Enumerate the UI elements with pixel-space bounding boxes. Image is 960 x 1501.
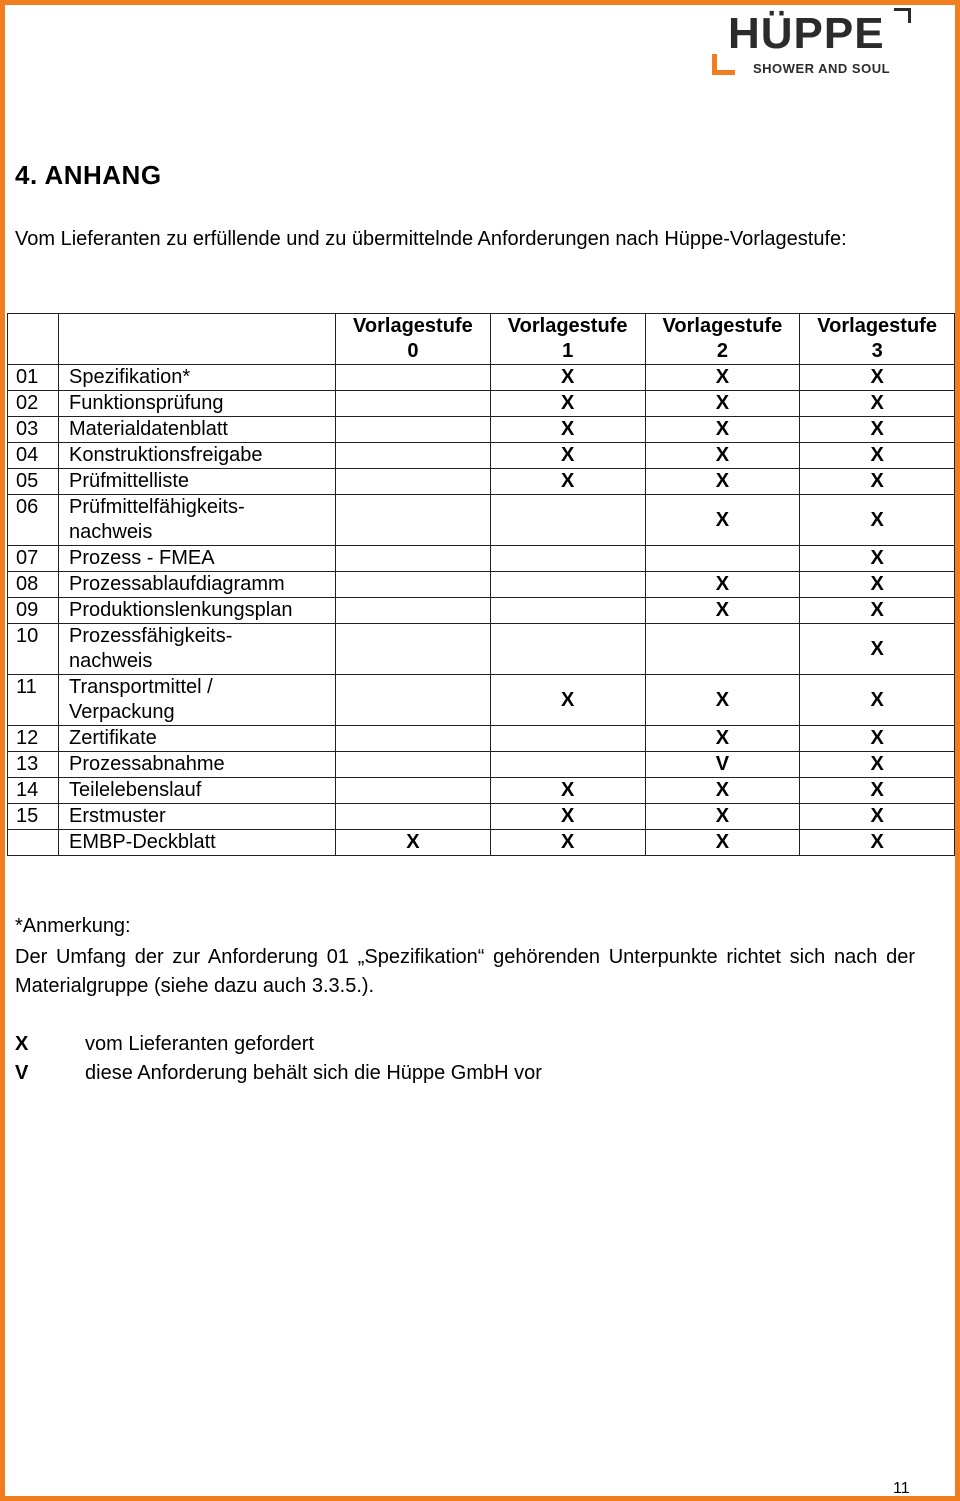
stage-1-mark bbox=[490, 726, 645, 752]
header-stage-0: Vorlagestufe 0 bbox=[336, 314, 491, 365]
table-row bbox=[8, 624, 955, 675]
stage-0-mark bbox=[336, 546, 491, 572]
requirement-label-cont: nachweis bbox=[69, 521, 153, 543]
stage-1-mark bbox=[490, 572, 645, 598]
table-row bbox=[8, 365, 955, 391]
stage-2-mark: V bbox=[645, 752, 800, 778]
table-row bbox=[8, 675, 955, 726]
row-number: 02 bbox=[8, 391, 59, 417]
row-number: 03 bbox=[8, 417, 59, 443]
brand-logo bbox=[708, 6, 920, 80]
row-number: 04 bbox=[8, 443, 59, 469]
row-number: 09 bbox=[8, 598, 59, 624]
logo-corner-mark bbox=[894, 8, 911, 23]
table-row bbox=[8, 417, 955, 443]
stage-1-mark bbox=[490, 624, 645, 675]
stage-0-mark bbox=[336, 804, 491, 830]
stage-0-mark bbox=[336, 443, 491, 469]
requirement-label: Prüfmittelfähigkeits- bbox=[69, 496, 245, 518]
stage-1-mark bbox=[490, 546, 645, 572]
stage-3-mark: X bbox=[800, 830, 955, 856]
page-number: 11 bbox=[893, 1480, 910, 1497]
row-requirement bbox=[59, 830, 336, 856]
requirement-label: Zertifikate bbox=[69, 727, 157, 749]
stage-0-mark bbox=[336, 624, 491, 675]
stage-2-mark: X bbox=[645, 391, 800, 417]
legend-symbol: X bbox=[15, 1033, 29, 1055]
requirement-label: Prozessablaufdiagramm bbox=[69, 573, 285, 595]
note-title: *Anmerkung: bbox=[15, 915, 131, 937]
requirement-label: Prozessfähigkeits- bbox=[69, 625, 233, 647]
stage-1-mark bbox=[490, 495, 645, 546]
row-number: 10 bbox=[8, 624, 59, 675]
row-requirement bbox=[59, 778, 336, 804]
legend-text: vom Lieferanten gefordert bbox=[85, 1033, 315, 1055]
stage-2-mark bbox=[645, 624, 800, 675]
row-requirement bbox=[59, 752, 336, 778]
requirement-label: Funktionsprüfung bbox=[69, 392, 224, 414]
stage-2-mark: X bbox=[645, 830, 800, 856]
row-number: 01 bbox=[8, 365, 59, 391]
requirement-label: Materialdatenblatt bbox=[69, 418, 228, 440]
stage-2-mark: X bbox=[645, 726, 800, 752]
stage-2-mark: X bbox=[645, 495, 800, 546]
requirement-label: Prüfmittelliste bbox=[69, 470, 190, 492]
requirement-label: Teilelebenslauf bbox=[69, 779, 202, 801]
stage-1-mark: X bbox=[490, 830, 645, 856]
requirement-label: Transportmittel / bbox=[69, 676, 213, 698]
header-num-cell bbox=[8, 314, 59, 365]
row-requirement bbox=[59, 598, 336, 624]
row-requirement bbox=[59, 546, 336, 572]
intro-paragraph: Vom Lieferanten zu erfüllende und zu übermittelnde Anforderungen nach Hüppe-Vorlagestufe: bbox=[15, 228, 847, 250]
table-row bbox=[8, 726, 955, 752]
legend bbox=[15, 1030, 542, 1088]
row-requirement bbox=[59, 726, 336, 752]
logo-tagline: SHOWER AND SOUL bbox=[753, 61, 891, 76]
row-requirement bbox=[59, 469, 336, 495]
table-row bbox=[8, 391, 955, 417]
stage-3-mark: X bbox=[800, 624, 955, 675]
stage-2-mark: X bbox=[645, 675, 800, 726]
stage-2-mark: X bbox=[645, 443, 800, 469]
row-requirement bbox=[59, 443, 336, 469]
stage-1-mark bbox=[490, 598, 645, 624]
requirement-label: Erstmuster bbox=[69, 805, 166, 827]
stage-0-mark bbox=[336, 469, 491, 495]
stage-2-mark: X bbox=[645, 365, 800, 391]
stage-1-mark: X bbox=[490, 675, 645, 726]
requirement-label: Konstruktionsfreigabe bbox=[69, 444, 263, 466]
row-requirement bbox=[59, 675, 336, 726]
requirement-label: Produktionslenkungsplan bbox=[69, 599, 293, 621]
section-heading: 4. ANHANG bbox=[15, 160, 162, 190]
row-requirement bbox=[59, 417, 336, 443]
stage-0-mark bbox=[336, 365, 491, 391]
stage-2-mark bbox=[645, 546, 800, 572]
row-number: 11 bbox=[8, 675, 59, 726]
header-stage-3: Vorlagestufe 3 bbox=[800, 314, 955, 365]
legend-text: diese Anforderung behält sich die Hüppe GmbH vor bbox=[85, 1062, 542, 1084]
stage-3-mark: X bbox=[800, 726, 955, 752]
table-row bbox=[8, 778, 955, 804]
logo-wordmark: HÜPPE bbox=[728, 9, 885, 58]
table-row bbox=[8, 572, 955, 598]
stage-3-mark: X bbox=[800, 495, 955, 546]
table-row bbox=[8, 830, 955, 856]
stage-1-mark: X bbox=[490, 417, 645, 443]
stage-2-mark: X bbox=[645, 572, 800, 598]
stage-2-mark: X bbox=[645, 417, 800, 443]
stage-3-mark: X bbox=[800, 469, 955, 495]
stage-3-mark: X bbox=[800, 675, 955, 726]
requirement-label: Prozessabnahme bbox=[69, 753, 225, 775]
requirement-label-cont: nachweis bbox=[69, 650, 153, 672]
requirement-label: EMBP-Deckblatt bbox=[69, 831, 216, 853]
stage-3-mark: X bbox=[800, 778, 955, 804]
stage-0-mark bbox=[336, 675, 491, 726]
row-requirement bbox=[59, 804, 336, 830]
table-row bbox=[8, 495, 955, 546]
stage-0-mark bbox=[336, 778, 491, 804]
table-row bbox=[8, 546, 955, 572]
row-number: 06 bbox=[8, 495, 59, 546]
row-requirement bbox=[59, 495, 336, 546]
row-number: 14 bbox=[8, 778, 59, 804]
stage-0-mark bbox=[336, 752, 491, 778]
note-text: Der Umfang der zur Anforderung 01 „Spezifikation“ gehörenden Unterpunkte richtet sich nach der Materialgruppe (siehe dazu auch 3.3.5.). bbox=[15, 946, 915, 997]
requirements-table bbox=[7, 313, 955, 856]
stage-0-mark bbox=[336, 598, 491, 624]
stage-3-mark: X bbox=[800, 804, 955, 830]
stage-3-mark: X bbox=[800, 546, 955, 572]
table-row bbox=[8, 598, 955, 624]
stage-3-mark: X bbox=[800, 598, 955, 624]
table-row bbox=[8, 469, 955, 495]
table-row bbox=[8, 804, 955, 830]
stage-2-mark: X bbox=[645, 778, 800, 804]
legend-row bbox=[15, 1059, 542, 1088]
stage-1-mark: X bbox=[490, 391, 645, 417]
stage-3-mark: X bbox=[800, 417, 955, 443]
stage-1-mark bbox=[490, 752, 645, 778]
stage-1-mark: X bbox=[490, 778, 645, 804]
row-number: 15 bbox=[8, 804, 59, 830]
stage-0-mark: X bbox=[336, 830, 491, 856]
row-requirement bbox=[59, 391, 336, 417]
table-header-row bbox=[8, 314, 955, 365]
stage-0-mark bbox=[336, 572, 491, 598]
table-row bbox=[8, 443, 955, 469]
row-requirement bbox=[59, 624, 336, 675]
header-stage-1: Vorlagestufe 1 bbox=[490, 314, 645, 365]
stage-1-mark: X bbox=[490, 365, 645, 391]
stage-0-mark bbox=[336, 726, 491, 752]
header-stage-2: Vorlagestufe 2 bbox=[645, 314, 800, 365]
stage-1-mark: X bbox=[490, 443, 645, 469]
header-desc-cell bbox=[59, 314, 336, 365]
stage-2-mark: X bbox=[645, 804, 800, 830]
requirement-label: Prozess - FMEA bbox=[69, 547, 215, 569]
row-number: 13 bbox=[8, 752, 59, 778]
stage-1-mark: X bbox=[490, 469, 645, 495]
stage-0-mark bbox=[336, 391, 491, 417]
row-requirement bbox=[59, 572, 336, 598]
table-body bbox=[8, 365, 955, 856]
stage-2-mark: X bbox=[645, 598, 800, 624]
stage-1-mark: X bbox=[490, 804, 645, 830]
legend-row bbox=[15, 1030, 542, 1059]
stage-0-mark bbox=[336, 417, 491, 443]
row-number bbox=[8, 830, 59, 856]
stage-2-mark: X bbox=[645, 469, 800, 495]
requirement-label: Spezifikation* bbox=[69, 366, 191, 388]
row-number: 12 bbox=[8, 726, 59, 752]
stage-3-mark: X bbox=[800, 365, 955, 391]
table-row bbox=[8, 752, 955, 778]
row-number: 05 bbox=[8, 469, 59, 495]
stage-3-mark: X bbox=[800, 391, 955, 417]
stage-3-mark: X bbox=[800, 752, 955, 778]
stage-3-mark: X bbox=[800, 443, 955, 469]
row-number: 08 bbox=[8, 572, 59, 598]
stage-3-mark: X bbox=[800, 572, 955, 598]
requirement-label-cont: Verpackung bbox=[69, 701, 175, 723]
legend-symbol: V bbox=[15, 1062, 29, 1084]
row-requirement bbox=[59, 365, 336, 391]
row-number: 07 bbox=[8, 546, 59, 572]
stage-0-mark bbox=[336, 495, 491, 546]
